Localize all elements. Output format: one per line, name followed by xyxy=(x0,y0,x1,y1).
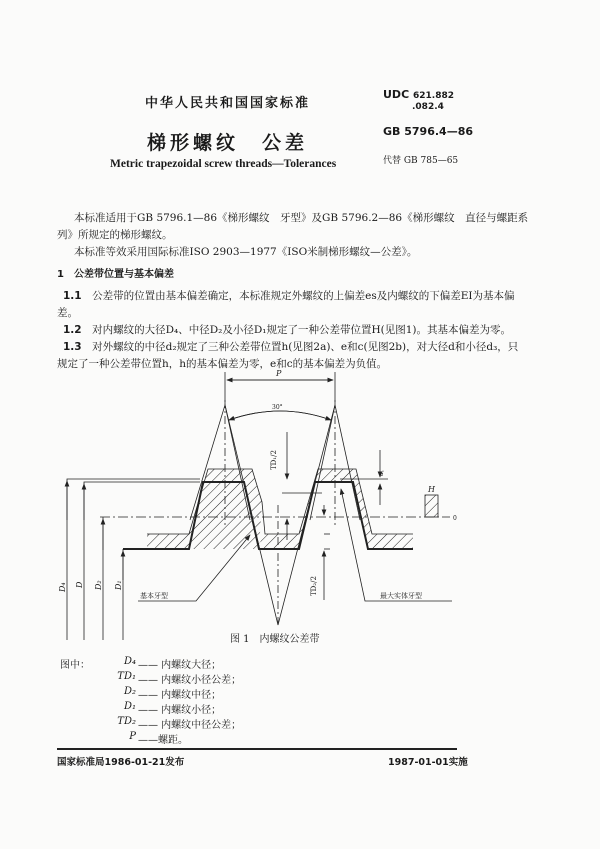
h-position-symbol xyxy=(425,495,438,517)
udc-label: UDC xyxy=(383,88,410,101)
clause-text: 对外螺纹的中径d₂规定了三种公差带位置h(见图2a)、e和c(见图2b)，对大径d和小径d₃，只 xyxy=(92,341,519,353)
clause-text: 对内螺纹的大径D₄、中径D₂及小径D₁规定了一种公差带位置H(见图1)。其基本偏差为零。 xyxy=(92,324,512,336)
legend-symbol: P xyxy=(129,731,136,742)
angle-label: 30° xyxy=(272,404,283,411)
basic-profile-label: 基本牙型 xyxy=(140,592,168,600)
ac-label: a꜀ xyxy=(378,470,385,476)
issuing-country-standard: 中华人民共和国国家标准 xyxy=(145,96,311,111)
legend-desc: —— 内螺纹中径公差； xyxy=(138,720,242,731)
clause-number: 1.3 xyxy=(63,341,82,353)
document-title-cn: 梯形螺纹 公差 xyxy=(147,132,309,154)
d-line xyxy=(84,482,200,640)
zero-label: 0 xyxy=(453,515,457,522)
effective-date: 1987-01-01实施 xyxy=(388,757,468,768)
legend-desc: ——螺距。 xyxy=(138,735,188,746)
legend-desc: —— 内螺纹小径公差； xyxy=(138,675,242,686)
section-1-heading: 1 公差带位置与基本偏差 xyxy=(57,269,174,280)
legend-intro: 图中： xyxy=(60,660,90,671)
pitch-label: P xyxy=(276,369,282,378)
legend-symbol: TD₂ xyxy=(117,716,136,727)
clause-1-3-line2: 规定了一种公差带位置h，h的基本偏差为零，e和c的基本偏差为负值。 xyxy=(57,358,388,370)
standard-number: GB 5796.4—86 xyxy=(383,125,473,138)
legend-symbol: D₁ xyxy=(123,701,136,712)
d4-line xyxy=(67,479,200,640)
replaces-standard: 代替 GB 785—65 xyxy=(383,156,459,166)
d1-label: D₁ xyxy=(114,580,123,590)
document-title-en: Metric trapezoidal screw threads—Tolerances xyxy=(110,158,337,170)
issue-date: 国家标准局1986-01-21发布 xyxy=(57,757,185,768)
legend-desc: —— 内螺纹小径； xyxy=(138,705,222,716)
intro-paragraph-1-line1: 本标准适用于GB 5796.1—86《梯形螺纹 牙型》及GB 5796.2—86《梯形螺纹 直径与螺距系 xyxy=(74,212,529,224)
udc-line2: .082.4 xyxy=(412,102,444,112)
legend-desc: —— 内螺纹大径； xyxy=(138,660,222,671)
clause-1-1-line2: 差。 xyxy=(57,307,78,319)
td1-half-label: TD₁/2 xyxy=(270,450,278,470)
legend-symbol: TD₁ xyxy=(117,671,136,682)
figure-caption: 图 1 内螺纹公差带 xyxy=(230,634,320,645)
d4-label: D₄ xyxy=(58,582,67,592)
td2-half-label: TD₂/2 xyxy=(310,576,318,596)
footer-rule xyxy=(57,748,457,750)
intro-paragraph-1-line2: 列》所规定的梯形螺纹。 xyxy=(57,229,173,241)
d2-label: D₂ xyxy=(94,580,103,590)
d-label: D xyxy=(75,581,84,588)
intro-paragraph-2: 本标准等效采用国际标准ISO 2903—1977《ISO米制梯形螺纹—公差》。 xyxy=(74,246,418,258)
legend-symbol: D₂ xyxy=(123,686,136,697)
clause-text: 公差带的位置由基本偏差确定，本标准规定外螺纹的上偏差es及内螺纹的下偏差EI为基本偏 xyxy=(92,290,515,302)
legend-symbol: D₄ xyxy=(123,656,136,667)
max-material-profile-label: 最大实体牙型 xyxy=(380,592,422,600)
clause-number: 1.2 xyxy=(63,324,82,336)
clause-number: 1.1 xyxy=(63,290,82,302)
udc-line1: 621.882 xyxy=(412,91,454,101)
h-label: H xyxy=(428,485,435,494)
legend-desc: —— 内螺纹中径； xyxy=(138,690,222,701)
